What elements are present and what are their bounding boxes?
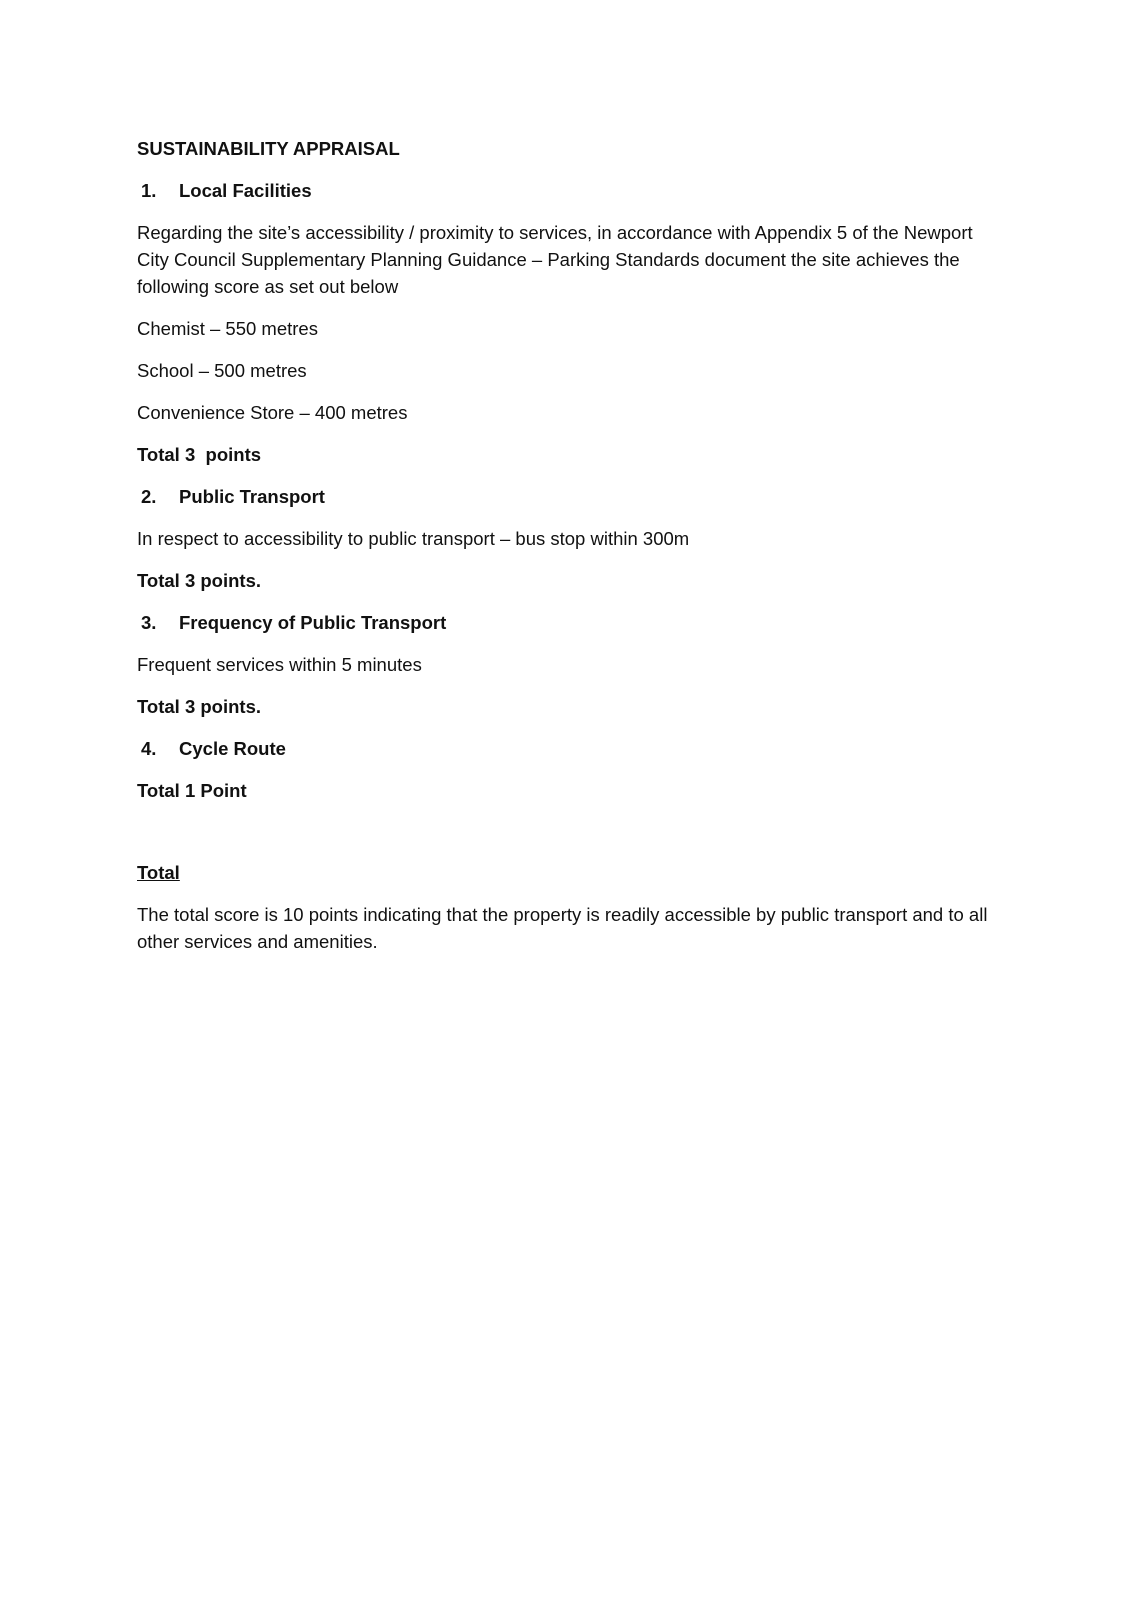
document-body	[137, 135, 997, 970]
section-total: Total 3 points.	[137, 570, 262, 591]
section-number: 4.	[141, 738, 157, 759]
section-heading-text: Frequency of Public Transport	[179, 612, 447, 633]
section-total: Total 1 Point	[137, 780, 247, 801]
section-number: 3.	[141, 612, 157, 633]
section-heading-local-facilities	[137, 177, 997, 204]
section-heading-text: Cycle Route	[179, 738, 286, 759]
section-total: Total 3 points	[137, 444, 262, 465]
section-heading-text: Local Facilities	[179, 180, 312, 201]
section-total: Total 3 points.	[137, 696, 262, 717]
section-heading-frequency	[137, 609, 997, 636]
section-intro: In respect to accessibility to public transport – bus stop within 300m	[137, 528, 690, 549]
section-number: 1.	[141, 180, 157, 201]
section-heading-public-transport	[137, 483, 997, 510]
section-heading-cycle-route	[137, 735, 997, 762]
summary-text: The total score is 10 points indicating that the property is readily accessible by public transport and to all other services and amenities.	[137, 904, 988, 952]
summary-heading: Total	[137, 862, 180, 883]
spacer	[137, 819, 997, 859]
document-title: SUSTAINABILITY APPRAISAL	[137, 138, 400, 159]
facility-item-chemist: Chemist – 550 metres	[137, 318, 318, 339]
facility-item-convenience-store: Convenience Store – 400 metres	[137, 402, 408, 423]
facility-item-school: School – 500 metres	[137, 360, 307, 381]
section-heading-text: Public Transport	[179, 486, 325, 507]
section-number: 2.	[141, 486, 157, 507]
section-intro: Frequent services within 5 minutes	[137, 654, 422, 675]
section-intro: Regarding the site’s accessibility / proximity to services, in accordance with Appendix 5 of the Newport City Council Supplementary Planning Guidance – Parking Standards document the site achieves the following score as set out below	[137, 222, 973, 297]
